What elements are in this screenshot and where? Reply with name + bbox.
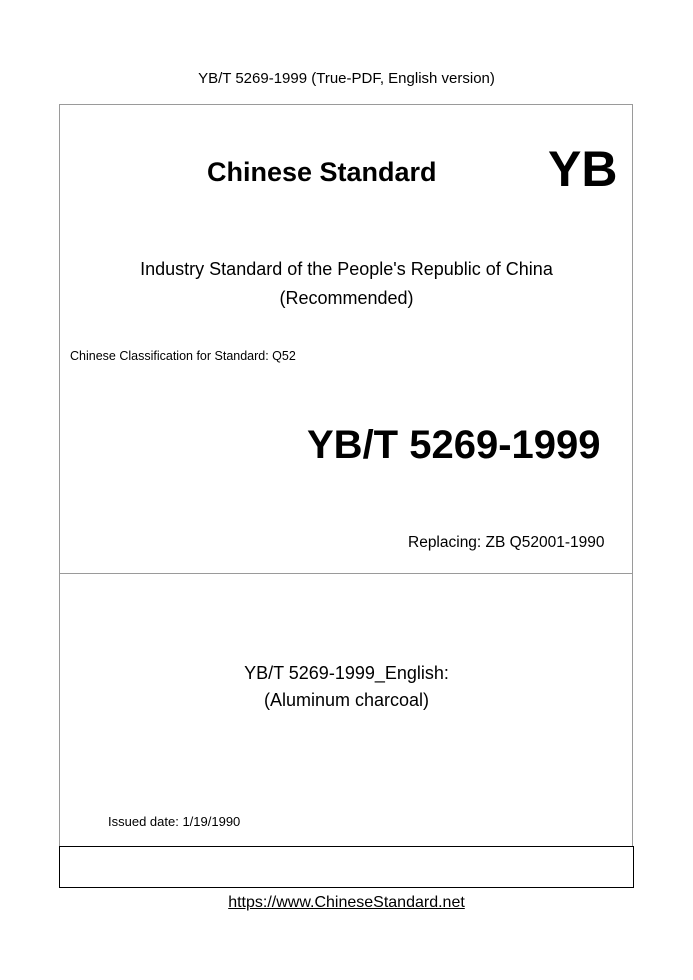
industry-standard-line: Industry Standard of the People's Republic of China — [140, 259, 553, 279]
website-link[interactable]: https://www.ChineseStandard.net — [228, 894, 465, 911]
document-title-line2: (Aluminum charcoal) — [263, 690, 430, 710]
issued-date: Issued date: 1/19/1990 — [108, 814, 241, 829]
standard-title: Chinese Standard — [207, 157, 437, 187]
standard-number: YB/T 5269-1999 — [307, 423, 601, 467]
standard-code-logo: YB — [548, 141, 618, 197]
document-title-line1: YB/T 5269-1999_English: — [244, 663, 449, 683]
cover-bottom-frame — [59, 846, 634, 888]
replacing-label: Replacing: ZB Q52001-1990 — [408, 534, 605, 551]
document-header-title: YB/T 5269-1999 (True-PDF, English version) — [198, 70, 495, 87]
classification-label: Chinese Classification for Standard: Q52 — [70, 349, 296, 363]
recommended-label: (Recommended) — [279, 288, 414, 308]
